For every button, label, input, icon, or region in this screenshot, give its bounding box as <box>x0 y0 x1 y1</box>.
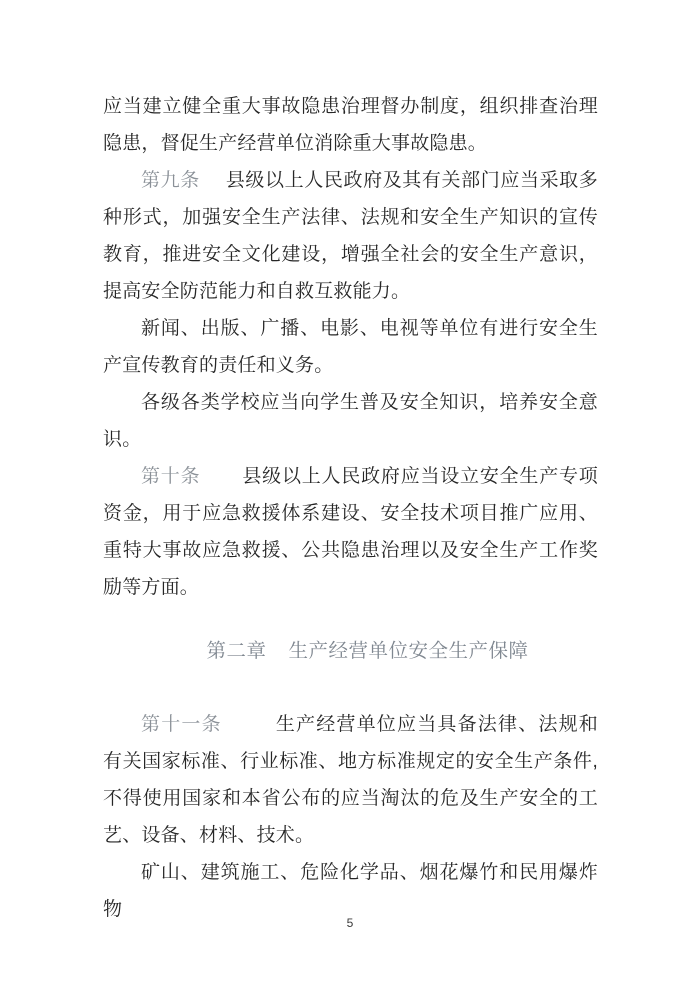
paragraph-text: 新闻、出版、广播、电影、电视等单位有进行安全生产宣传教育的责任和义务。 <box>103 318 598 376</box>
paragraph-text: 县级以上人民政府应当设立安全生产专项资金，用于应急救援体系建设、安全技术项目推广应用、重特大事故应急救援、公共隐患治理以及安全生产工作奖励等方面。 <box>103 466 598 598</box>
page-number: 5 <box>346 916 354 930</box>
paragraph-text: 应当建立健全重大事故隐患治理督办制度，组织排查治理隐患，督促生产经营单位消除重大事故隐患。 <box>103 96 598 154</box>
article-9-number-label: 第九条 <box>141 170 200 191</box>
paragraph-schools <box>103 384 598 458</box>
paragraph-text: 矿山、建筑施工、危险化学品、烟花爆竹和民用爆炸物 <box>103 862 598 920</box>
paragraph-continuation <box>103 88 598 162</box>
paragraph-text: 县级以上人民政府及其有关部门应当采取多种形式，加强安全生产法律、法规和安全生产知识的宣传教育，推进安全文化建设，增强全社会的安全生产意识，提高安全防范能力和自救互救能力。 <box>103 170 598 302</box>
paragraph-text: 各级各类学校应当向学生普及安全知识，培养安全意识。 <box>103 392 598 450</box>
paragraph-media-duty <box>103 310 598 384</box>
article-10-number-label: 第十条 <box>141 466 201 487</box>
document-text-block <box>103 88 598 928</box>
article-11-paragraph <box>103 706 598 854</box>
chapter-heading <box>120 633 615 670</box>
paragraph-text: 生产经营单位应当具备法律、法规和有关国家标准、行业标准、地方标准规定的安全生产条件,不得使用国家和本省公布的应当淘汰的危及生产安全的工艺、设备、材料、技术。 <box>103 714 599 846</box>
article-10-paragraph <box>103 458 598 606</box>
article-11-number-label: 第十一条 <box>141 714 222 735</box>
article-9-paragraph <box>103 162 598 310</box>
chapter-title: 生产经营单位安全生产保障 <box>288 640 529 662</box>
chapter-number: 第二章 <box>206 640 267 662</box>
